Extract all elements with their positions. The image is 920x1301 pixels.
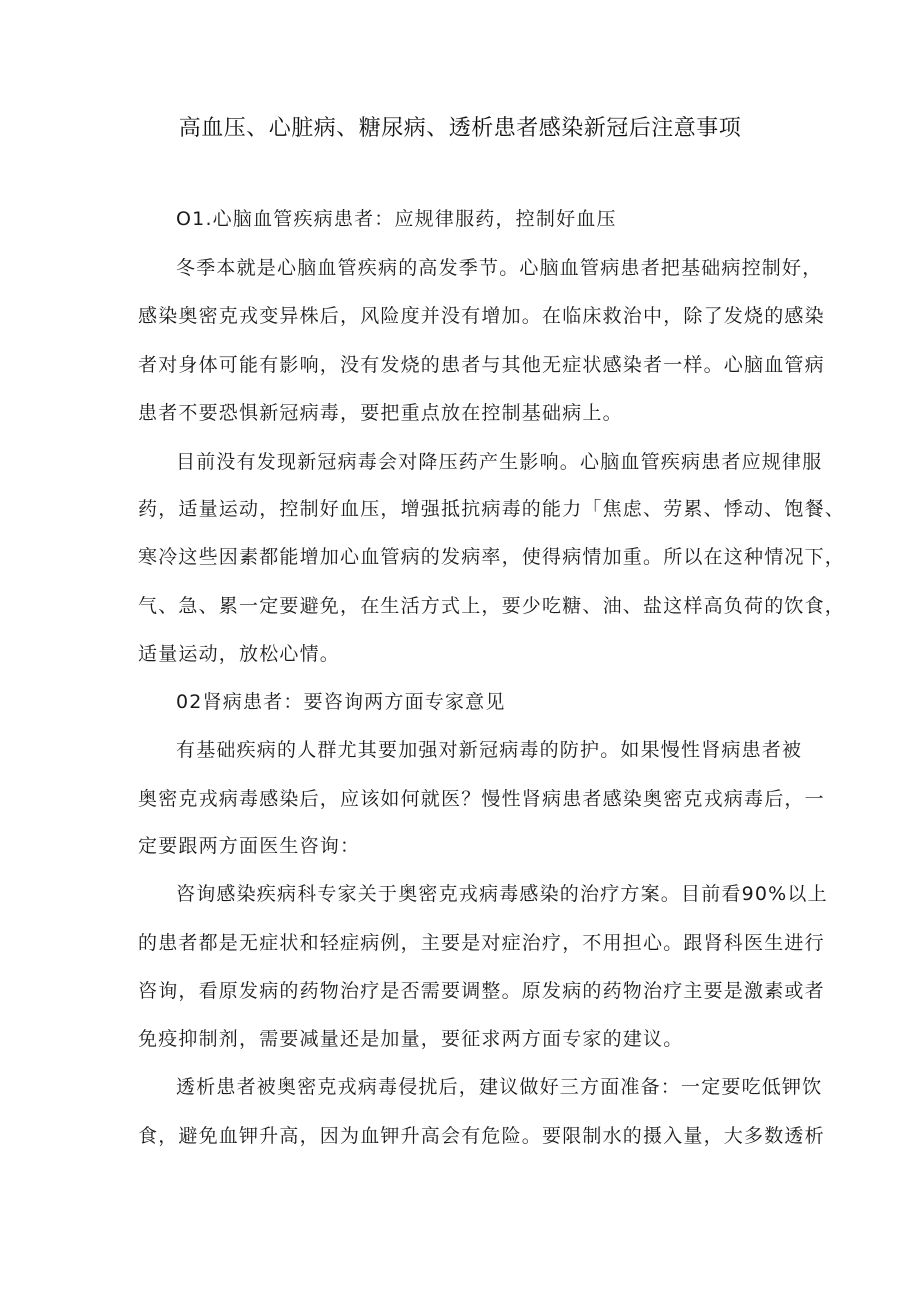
paragraph-line: 适量运动，放松心情。 [138, 643, 341, 665]
paragraph-line: 药，适量运动，控制好血压，增强抵抗病毒的能力「焦虑、劳累、悸动、饱餐、 [138, 498, 846, 520]
paragraph-line: 患者不要恐惧新冠病毒，要把重点放在控制基础病上。 [138, 402, 623, 424]
paragraph-line: 免疫抑制剂，需要减量还是加量，要征求两方面专家的建议。 [138, 1028, 684, 1050]
paragraph-line: 咨询，看原发病的药物治疗是否需要调整。原发病的药物治疗主要是激素或者 [138, 980, 825, 1002]
paragraph-line: 寒冷这些因素都能增加心血管病的发病率，使得病情加重。所以在这种情况下， [138, 546, 846, 568]
section-heading-1: O1.心脑血管疾病患者：应规律服药，控制好血压 [176, 208, 617, 230]
paragraph-line: 奥密克戎病毒感染后，应该如何就医？慢性肾病患者感染奥密克戎病毒后，一 [138, 788, 825, 810]
paragraph-line: 透析患者被奥密克戎病毒侵扰后，建议做好三方面准备：一定要吃低钾饮 [176, 1076, 823, 1098]
paragraph-line: 有基础疾病的人群尤其要加强对新冠病毒的防护。如果慢性肾病患者被 [176, 739, 803, 761]
paragraph-line: 冬季本就是心脑血管疾病的高发季节。心脑血管病患者把基础病控制好， [176, 257, 823, 279]
paragraph-line: 定要跟两方面医生咨询： [138, 835, 361, 857]
paragraph-line: 气、急、累一定要避免，在生活方式上，要少吃糖、油、盐这样高负荷的饮食， [138, 595, 846, 617]
paragraph-line: 食，避免血钾升高，因为血钾升高会有危险。要限制水的摄入量，大多数透析 [138, 1125, 825, 1147]
paragraph-line: 的患者都是无症状和轻症病例，主要是对症治疗，不用担心。跟肾科医生进行 [138, 932, 825, 954]
paragraph-line: 目前没有发现新冠病毒会对降压药产生影响。心脑血管疾病患者应规律服 [176, 451, 823, 473]
paragraph-line: 咨询感染疾病科专家关于奥密克戎病毒感染的治疗方案。目前看90%以上 [176, 883, 828, 905]
document-title: 高血压、心脏病、糖尿病、透析患者感染新冠后注意事项 [178, 116, 742, 141]
paragraph-line: 感染奥密克戎变异株后，风险度并没有增加。在临床救治中，除了发烧的感染 [138, 305, 825, 327]
section-heading-2: 02肾病患者：要咨询两方面专家意见 [176, 691, 506, 713]
paragraph-line: 者对身体可能有影响，没有发烧的患者与其他无症状感染者一样。心脑血管病 [138, 354, 825, 376]
